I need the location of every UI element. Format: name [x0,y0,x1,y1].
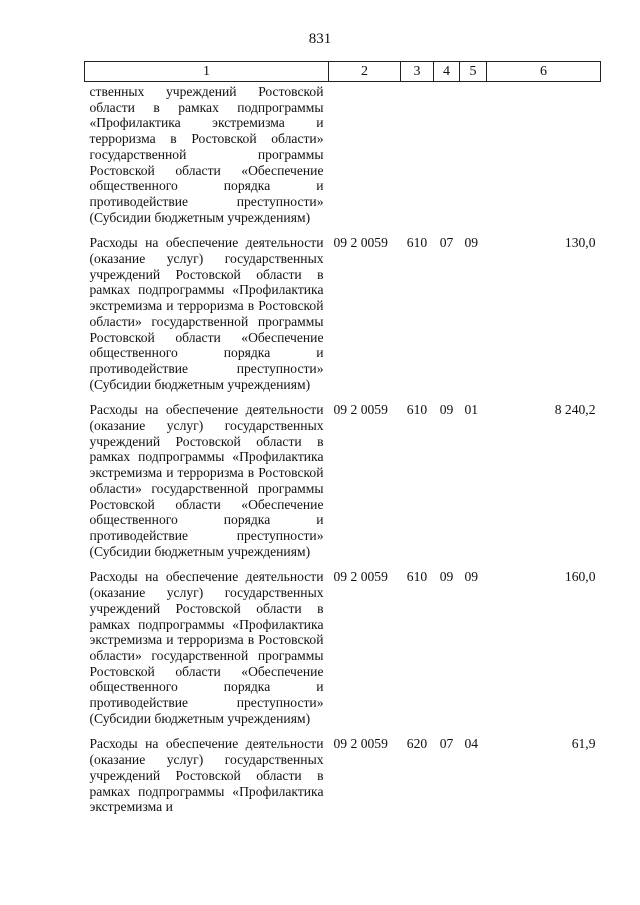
row-expense-type [401,82,434,236]
row-expense-type: 620 [406,736,428,752]
table-row [85,82,601,236]
row-section: 09 [439,569,454,585]
row-section: 07 [439,736,454,752]
row-section: 07 [439,235,454,251]
row-section: 09 [439,402,454,418]
row-target-code: 09 2 0059 [333,235,388,251]
header-col-6: 6 [487,62,601,82]
table-row [85,235,601,402]
row-amount: 130,0 [564,235,596,251]
table-row [85,736,601,815]
row-subsection: 04 [464,736,479,752]
row-target-code: 09 2 0059 [333,736,388,752]
row-expense-type: 610 [406,569,428,585]
row-target-code: 09 2 0059 [333,569,388,585]
table-row [85,569,601,736]
row-subsection [460,82,487,236]
header-col-1: 1 [85,62,329,82]
row-subsection: 01 [464,402,479,418]
table-header [85,62,601,82]
page-number: 831 [308,31,332,47]
row-description: Расходы на обеспечение деятельности (оказание услуг) государственных учреждений Ростовской области в рамках подпрограммы «Профилактика экстремизма и терроризма в Ростовской области» государственной программы Ростовской области «Обеспечение общественного порядка и противодействие преступности» (Субсидии бюджетным учреждениям) [89,235,324,392]
header-row [85,62,601,82]
row-amount: 61,9 [571,736,596,752]
row-description: Расходы на обеспечение деятельности (оказание услуг) государственных учреждений Ростовской области в рамках подпрограммы «Профилактика экстремизма и [89,736,324,815]
row-target-code [329,82,401,236]
row-subsection: 09 [464,235,479,251]
table-row [85,402,601,569]
header-col-4: 4 [434,62,460,82]
row-target-code: 09 2 0059 [333,402,388,418]
row-expense-type: 610 [406,235,428,251]
row-section [434,82,460,236]
row-expense-type: 610 [406,402,428,418]
row-description: Расходы на обеспечение деятельности (оказание услуг) государственных учреждений Ростовской области в рамках подпрограммы «Профилактика экстремизма и терроризма в Ростовской области» государственной программы Ростовской области «Обеспечение общественного порядка и противодействие преступности» (Субсидии бюджетным учреждениям) [89,569,324,726]
header-col-5: 5 [460,62,487,82]
row-amount: 160,0 [564,569,596,585]
row-description: ственных учреждений Ростовской области в рамках подпрограммы «Профилактика экстремизма и терроризма в Ростовской области» государственной программы Ростовской области «Обеспечение общественного порядка и противодействие преступности» (Субсидии бюджетным учреждениям) [89,84,324,225]
header-col-2: 2 [329,62,401,82]
row-amount [487,82,601,236]
row-amount: 8 240,2 [554,402,596,418]
header-col-3: 3 [401,62,434,82]
row-subsection: 09 [464,569,479,585]
budget-table [84,61,601,815]
table-body [85,82,601,815]
row-description: Расходы на обеспечение деятельности (оказание услуг) государственных учреждений Ростовской области в рамках подпрограммы «Профилактика экстремизма и терроризма в Ростовской области» государственной программы Ростовской области «Обеспечение общественного порядка и противодействие преступности» (Субсидии бюджетным учреждениям) [89,402,324,559]
